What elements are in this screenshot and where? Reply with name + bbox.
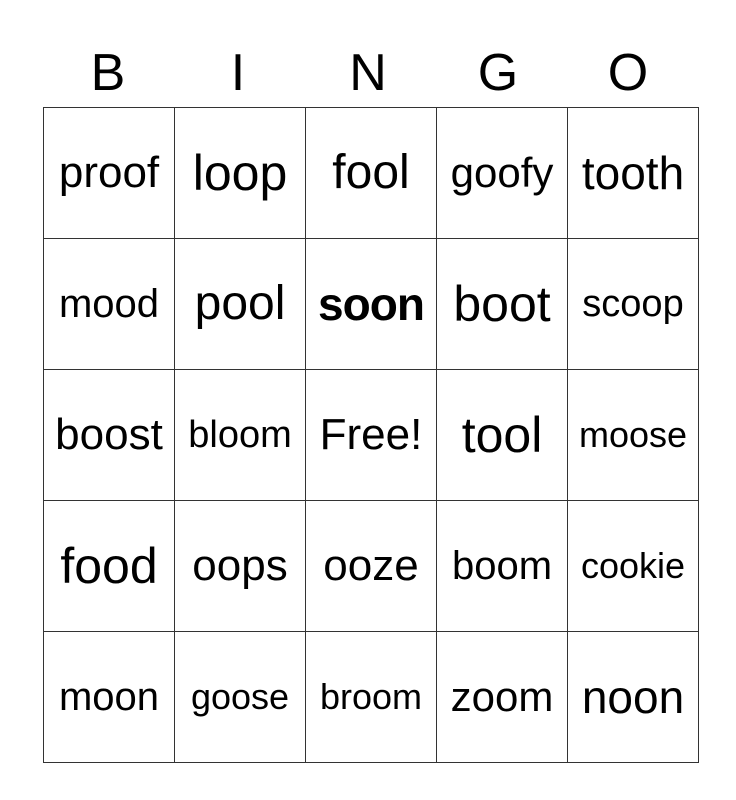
bingo-cell: food bbox=[44, 501, 175, 632]
bingo-header bbox=[43, 40, 693, 106]
board-row bbox=[44, 501, 699, 632]
board-row bbox=[44, 370, 699, 501]
board-row bbox=[44, 632, 699, 763]
bingo-cell: proof bbox=[44, 108, 175, 239]
header-letter-o: O bbox=[607, 44, 649, 102]
bingo-cell: tooth bbox=[568, 108, 699, 239]
header-letter-b: B bbox=[90, 44, 126, 102]
bingo-cell: scoop bbox=[568, 239, 699, 370]
bingo-cell: mood bbox=[44, 239, 175, 370]
bingo-cell: ooze bbox=[306, 501, 437, 632]
bingo-cell: noon bbox=[568, 632, 699, 763]
board-row bbox=[44, 108, 699, 239]
bingo-cell: goose bbox=[175, 632, 306, 763]
bingo-cell: cookie bbox=[568, 501, 699, 632]
bingo-cell: zoom bbox=[437, 632, 568, 763]
bingo-cell: soon bbox=[306, 239, 437, 370]
bingo-cell: pool bbox=[175, 239, 306, 370]
bingo-cell: moon bbox=[44, 632, 175, 763]
bingo-cell: boot bbox=[437, 239, 568, 370]
bingo-board bbox=[43, 107, 699, 763]
bingo-cell: broom bbox=[306, 632, 437, 763]
bingo-cell: boost bbox=[44, 370, 175, 501]
bingo-cell: moose bbox=[568, 370, 699, 501]
bingo-cell: fool bbox=[306, 108, 437, 239]
header-letter-i: I bbox=[230, 44, 246, 102]
bingo-cell: tool bbox=[437, 370, 568, 501]
free-space-cell: Free! bbox=[306, 370, 437, 501]
bingo-cell: goofy bbox=[437, 108, 568, 239]
header-letter-n: N bbox=[349, 44, 387, 102]
bingo-cell: bloom bbox=[175, 370, 306, 501]
bingo-cell: loop bbox=[175, 108, 306, 239]
board-row bbox=[44, 239, 699, 370]
bingo-cell: oops bbox=[175, 501, 306, 632]
header-letter-g: G bbox=[477, 44, 519, 102]
bingo-cell: boom bbox=[437, 501, 568, 632]
